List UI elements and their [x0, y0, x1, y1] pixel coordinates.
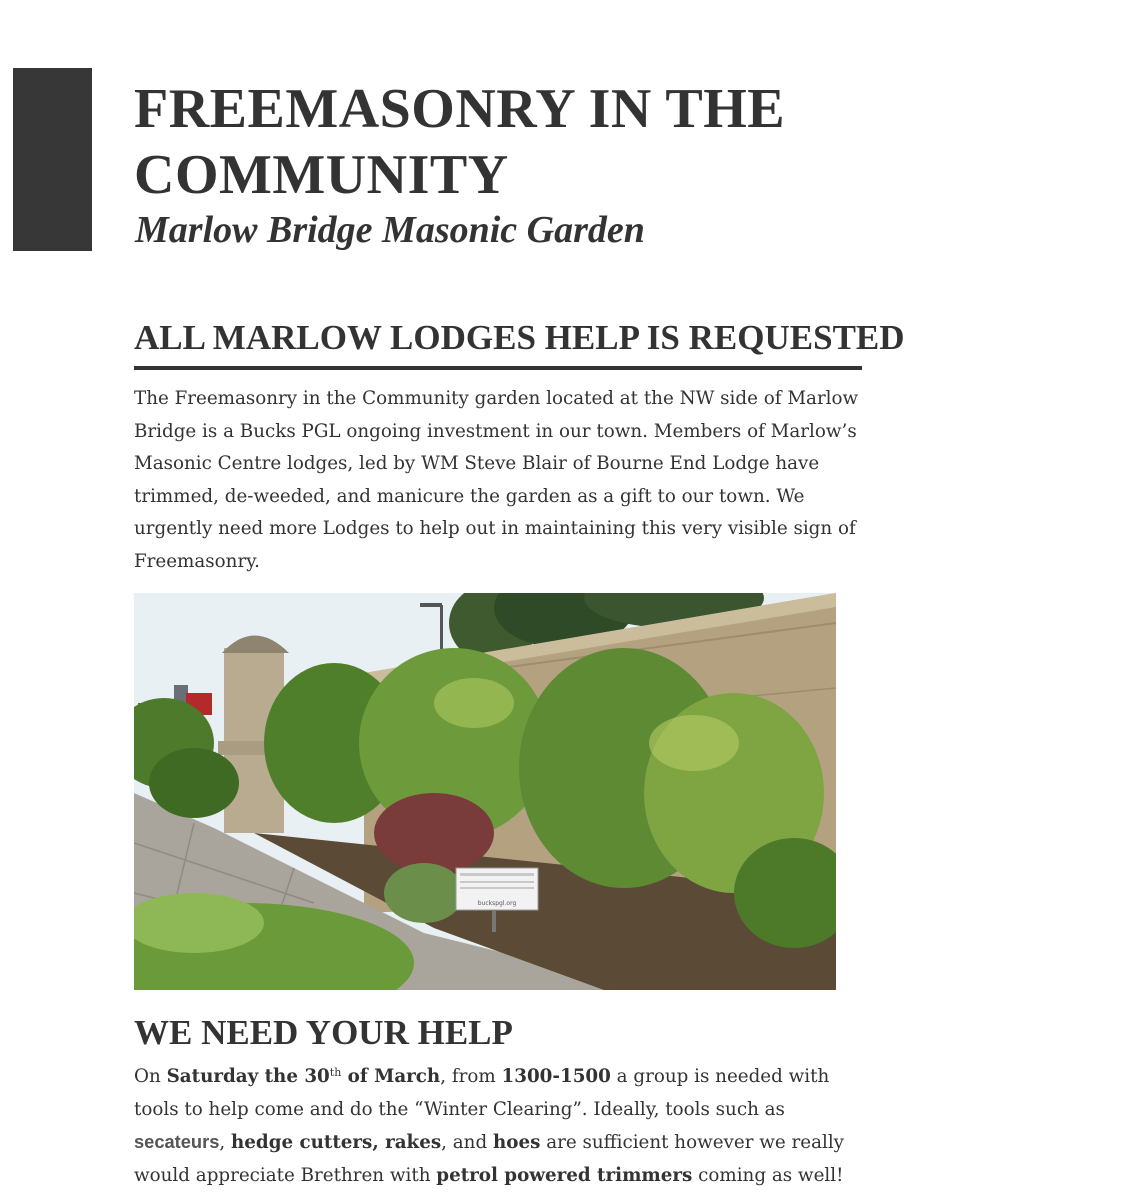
page-title: FREEMASONRY IN THE COMMUNITY	[134, 78, 786, 206]
photo-leaf-highlight	[649, 715, 739, 771]
text-run: coming as well!	[692, 1164, 844, 1186]
event-time: 1300-1500	[501, 1066, 611, 1087]
page-subtitle: Marlow Bridge Masonic Garden	[135, 209, 645, 251]
photo-red-shrub	[374, 793, 494, 873]
event-date-suffix: th	[329, 1066, 342, 1079]
decorative-side-bar	[13, 68, 92, 251]
event-date-day: Saturday the 30	[166, 1066, 330, 1087]
photo-lamp-arm	[420, 603, 442, 607]
photo-plaque-line	[460, 887, 534, 889]
text-run: , from	[440, 1066, 502, 1087]
tool-hedge-cutters-rakes: hedge cutters, rakes	[231, 1132, 442, 1153]
garden-photo	[134, 593, 836, 990]
tool-secateurs: secateurs	[134, 1131, 220, 1152]
tool-petrol-trimmers: petrol powered trimmers	[436, 1164, 693, 1186]
text-run: a group is needed with tools to help come and do the “Winter Clearing”. Ideally, tools such as	[134, 1066, 830, 1120]
event-date-month: of March	[341, 1066, 441, 1087]
photo-plaque-post	[492, 910, 496, 932]
intro-paragraph: The Freemasonry in the Community garden located at the NW side of Marlow Bridge is a Bucks PGL ongoing investment in our town. Members of Marlow’s Masonic Centre lodges, led by WM Steve Blair of Bourne End Lodge have trimmed, de-weeded, and manicure the garden as a gift to our town. We urgently need more Lodges to help out in maintaining this very visible sign of Freemasonry.	[134, 388, 859, 572]
tool-hoes: hoes	[492, 1132, 541, 1153]
text-run: On	[134, 1066, 167, 1087]
section-heading-lodges-help: ALL MARLOW LODGES HELP IS REQUESTED	[134, 316, 862, 370]
help-request-paragraph	[134, 1061, 874, 1192]
photo-plaque-line	[460, 881, 534, 883]
photo-plaque-text: buckspgl.org	[477, 900, 517, 907]
section-heading-need-help: WE NEED YOUR HELP	[134, 1013, 513, 1052]
photo-leaf-highlight	[434, 678, 514, 728]
photo-plaque-line	[460, 873, 534, 876]
photo-shrub	[149, 748, 239, 818]
text-run: , and	[441, 1132, 493, 1153]
text-run: ,	[219, 1132, 231, 1153]
text-run: are sufficient however we really would appreciate Brethren with	[134, 1132, 844, 1186]
photo-lavender	[384, 863, 464, 923]
